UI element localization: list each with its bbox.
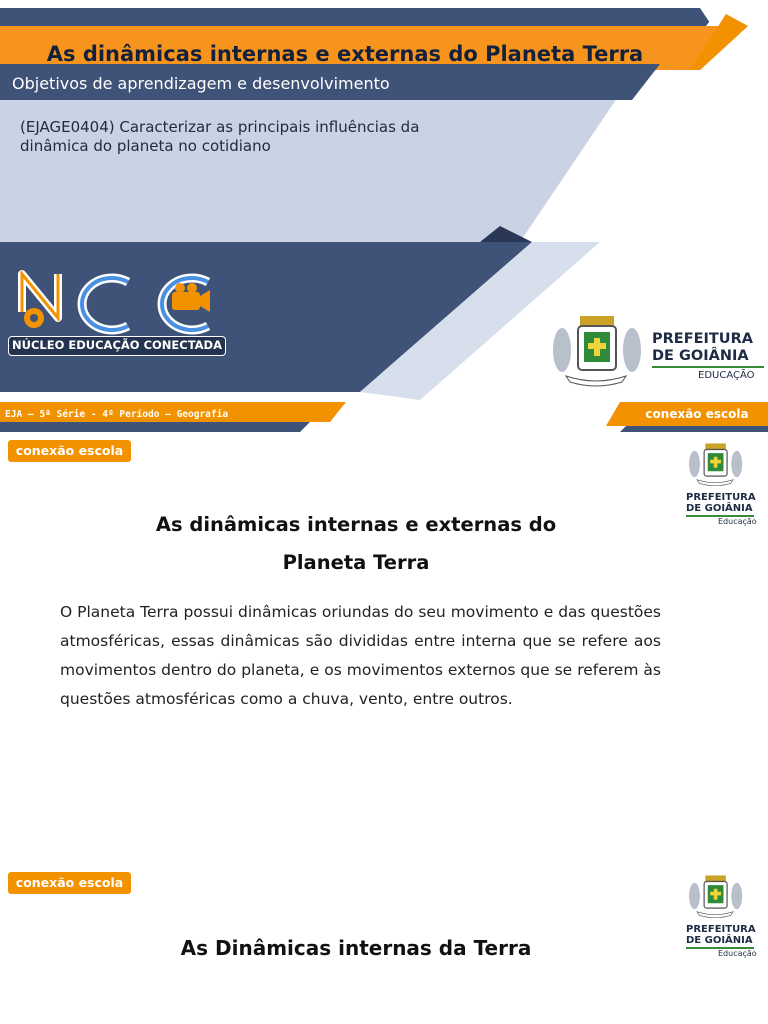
goiania-crest-icon <box>686 870 744 922</box>
cover-footer: EJA – 5ª Série - 4º Período – Geografia <box>5 409 229 420</box>
prefeitura-department: Educação <box>718 949 757 958</box>
prefeitura-department: EDUCAÇÃO <box>698 370 755 381</box>
slide-title-line2: Planeta Terra <box>282 551 430 574</box>
content-slide <box>0 432 768 864</box>
slide-body-text: O Planeta Terra possui dinâmicas oriundas do seu movimento e das questões atmosféricas, essas dinâmicas são divididas entre interna que se refere aos movimentos dentro do planeta, e os movimentos externos que se referem às questões atmosféricas como a chuva, vento, entre outros. <box>60 603 661 708</box>
content-slide <box>0 864 768 1024</box>
prefeitura-line2: DE GOIÂNIA <box>652 348 749 364</box>
cover-title: As dinâmicas internas e externas do Planeta Terra <box>46 42 644 66</box>
prefeitura-line1: PREFEITURA <box>686 924 756 935</box>
prefeitura-line1: PREFEITURA <box>686 492 756 503</box>
prefeitura-name <box>652 331 753 365</box>
goiania-crest-icon <box>686 438 744 490</box>
slide-title <box>100 506 612 582</box>
prefeitura-name <box>686 924 756 946</box>
slide-title: As Dinâmicas internas da Terra <box>180 936 532 960</box>
conexao-escola-badge: conexão escola <box>645 407 749 421</box>
prefeitura-line2: DE GOIÂNIA <box>686 935 753 946</box>
goiania-crest-icon <box>548 310 644 390</box>
cover-objective: (EJAGE0404) Caracterizar as principais influências da dinâmica do planeta no cotidiano <box>20 118 420 155</box>
prefeitura-divider <box>652 366 764 368</box>
prefeitura-name <box>686 492 756 514</box>
prefeitura-line1: PREFEITURA <box>652 331 753 347</box>
ncc-logo-caption: NÚCLEO EDUCAÇÃO CONECTADA <box>8 336 226 356</box>
slide-title-line1: As dinâmicas internas e externas do <box>155 513 557 536</box>
cover-subtitle: Objetivos de aprendizagem e desenvolvimento <box>12 74 390 93</box>
conexao-escola-badge: conexão escola <box>8 872 131 894</box>
cover-slide <box>0 0 768 432</box>
prefeitura-department: Educação <box>718 517 757 526</box>
prefeitura-line2: DE GOIÂNIA <box>686 503 753 514</box>
conexao-escola-badge: conexão escola <box>8 440 131 462</box>
